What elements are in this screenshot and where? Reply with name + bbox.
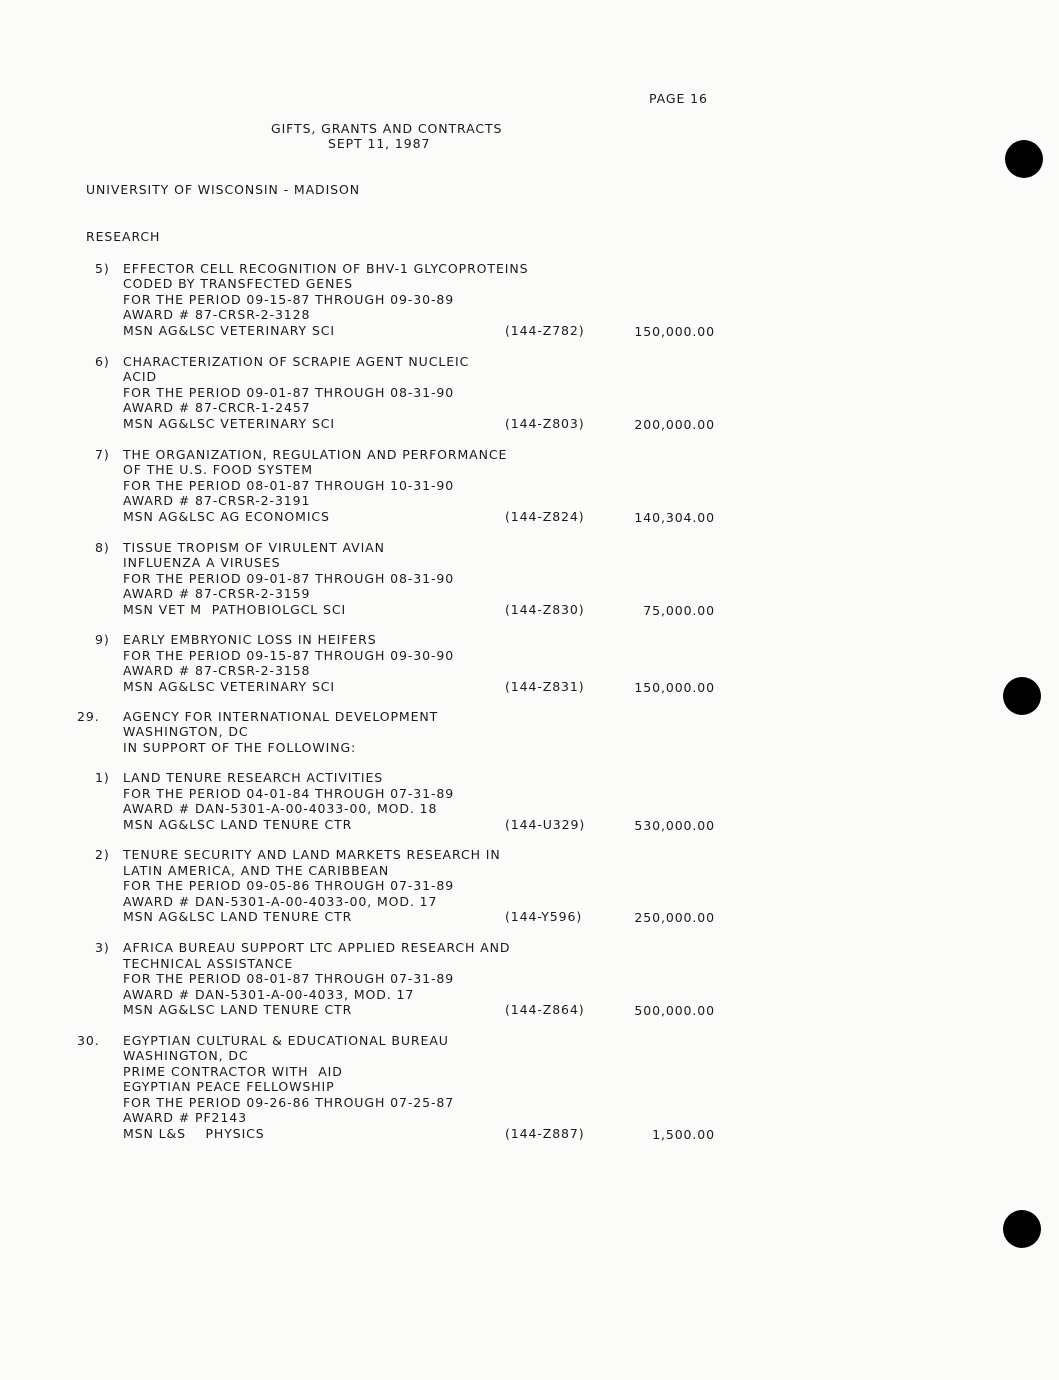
agency-line: IN SUPPORT OF THE FOLLOWING: xyxy=(123,740,357,755)
amount: 530,000.00 xyxy=(634,818,715,833)
agency-line: WASHINGTON, DC xyxy=(123,1048,249,1063)
entry-line: TENURE SECURITY AND LAND MARKETS RESEARCH IN xyxy=(123,847,501,862)
entry-line: AWARD # 87-CRSR-2-3159 xyxy=(123,586,311,601)
account-code: (144-U329) xyxy=(505,817,586,832)
entry-number: 1) xyxy=(95,770,110,785)
account-code: (144-Z831) xyxy=(505,679,585,694)
entry-line: FOR THE PERIOD 09-05-86 THROUGH 07-31-89 xyxy=(123,878,455,893)
agency-line: WASHINGTON, DC xyxy=(123,724,249,739)
entry-line: MSN AG&LSC VETERINARY SCI xyxy=(123,416,336,431)
entry-line: FOR THE PERIOD 09-01-87 THROUGH 08-31-90 xyxy=(123,571,455,586)
entry-line: CHARACTERIZATION OF SCRAPIE AGENT NUCLEIC xyxy=(123,354,470,369)
agency-number: 29. xyxy=(77,709,100,724)
entry-line: CODED BY TRANSFECTED GENES xyxy=(123,276,353,291)
entry-line: FOR THE PERIOD 09-01-87 THROUGH 08-31-90 xyxy=(123,385,455,400)
entry-line: AWARD # DAN-5301-A-00-4033, MOD. 17 xyxy=(123,987,415,1002)
entry-line: TECHNICAL ASSISTANCE xyxy=(123,956,294,971)
binder-hole-top xyxy=(1005,140,1043,178)
entry-line: FOR THE PERIOD 09-15-87 THROUGH 09-30-90 xyxy=(123,648,455,663)
entry-line: LATIN AMERICA, AND THE CARIBBEAN xyxy=(123,863,390,878)
entry-line: AWARD # 87-CRSR-2-3158 xyxy=(123,663,311,678)
entry-line: EARLY EMBRYONIC LOSS IN HEIFERS xyxy=(123,632,377,647)
agency-line: FOR THE PERIOD 09-26-86 THROUGH 07-25-87 xyxy=(123,1095,455,1110)
entry-line: FOR THE PERIOD 09-15-87 THROUGH 09-30-89 xyxy=(123,292,455,307)
institution-name: UNIVERSITY OF WISCONSIN - MADISON xyxy=(86,182,360,197)
account-code: (144-Z782) xyxy=(505,323,585,338)
amount: 150,000.00 xyxy=(634,324,715,339)
amount: 1,500.00 xyxy=(652,1127,715,1142)
agency-line: AWARD # PF2143 xyxy=(123,1110,247,1125)
entry-line: MSN AG&LSC VETERINARY SCI xyxy=(123,679,336,694)
entry-line: ACID xyxy=(123,369,157,384)
section-heading: RESEARCH xyxy=(86,229,161,244)
agency-line: PRIME CONTRACTOR WITH AID xyxy=(123,1064,343,1079)
entry-number: 6) xyxy=(95,354,110,369)
entry-line: INFLUENZA A VIRUSES xyxy=(123,555,281,570)
entry-number: 9) xyxy=(95,632,110,647)
agency-line: EGYPTIAN CULTURAL & EDUCATIONAL BUREAU xyxy=(123,1033,449,1048)
entry-line: MSN AG&LSC LAND TENURE CTR xyxy=(123,909,353,924)
entry-line: TISSUE TROPISM OF VIRULENT AVIAN xyxy=(123,540,385,555)
amount: 250,000.00 xyxy=(634,910,715,925)
entry-line: AWARD # 87-CRSR-2-3191 xyxy=(123,493,311,508)
document-date: SEPT 11, 1987 xyxy=(328,136,431,151)
entry-line: THE ORGANIZATION, REGULATION AND PERFORMANCE xyxy=(123,447,508,462)
account-code: (144-Z830) xyxy=(505,602,585,617)
entry-line: OF THE U.S. FOOD SYSTEM xyxy=(123,462,313,477)
amount: 140,304.00 xyxy=(634,510,715,525)
entry-number: 7) xyxy=(95,447,110,462)
entry-line: AWARD # 87-CRSR-2-3128 xyxy=(123,307,311,322)
entry-line: AWARD # DAN-5301-A-00-4033-00, MOD. 17 xyxy=(123,894,438,909)
entry-line: FOR THE PERIOD 04-01-84 THROUGH 07-31-89 xyxy=(123,786,455,801)
amount: 500,000.00 xyxy=(634,1003,715,1018)
page-number: PAGE 16 xyxy=(649,91,708,106)
entry-line: LAND TENURE RESEARCH ACTIVITIES xyxy=(123,770,384,785)
entry-line: MSN VET M PATHOBIOLGCL SCI xyxy=(123,602,347,617)
binder-hole-middle xyxy=(1003,677,1041,715)
entry-line: AWARD # DAN-5301-A-00-4033-00, MOD. 18 xyxy=(123,801,438,816)
account-code: (144-Y596) xyxy=(505,909,583,924)
agency-number: 30. xyxy=(77,1033,100,1048)
entry-line: MSN AG&LSC LAND TENURE CTR xyxy=(123,1002,353,1017)
entry-line: EFFECTOR CELL RECOGNITION OF BHV-1 GLYCOPROTEINS xyxy=(123,261,529,276)
amount: 150,000.00 xyxy=(634,680,715,695)
entry-line: FOR THE PERIOD 08-01-87 THROUGH 07-31-89 xyxy=(123,971,455,986)
account-code: (144-Z803) xyxy=(505,416,585,431)
entry-number: 2) xyxy=(95,847,110,862)
agency-line: AGENCY FOR INTERNATIONAL DEVELOPMENT xyxy=(123,709,439,724)
entry-line: MSN AG&LSC AG ECONOMICS xyxy=(123,509,330,524)
entry-line: MSN AG&LSC VETERINARY SCI xyxy=(123,323,336,338)
account-code: (144-Z824) xyxy=(505,509,585,524)
account-code: (144-Z864) xyxy=(505,1002,585,1017)
entry-number: 5) xyxy=(95,261,110,276)
account-code: (144-Z887) xyxy=(505,1126,585,1141)
binder-hole-bottom xyxy=(1003,1210,1041,1248)
entry-line: AWARD # 87-CRCR-1-2457 xyxy=(123,400,311,415)
amount: 200,000.00 xyxy=(634,417,715,432)
agency-line: MSN L&S PHYSICS xyxy=(123,1126,265,1141)
entry-number: 3) xyxy=(95,940,110,955)
entry-number: 8) xyxy=(95,540,110,555)
amount: 75,000.00 xyxy=(643,603,715,618)
entry-line: MSN AG&LSC LAND TENURE CTR xyxy=(123,817,353,832)
document-title: GIFTS, GRANTS AND CONTRACTS xyxy=(271,121,503,136)
entry-line: FOR THE PERIOD 08-01-87 THROUGH 10-31-90 xyxy=(123,478,455,493)
agency-line: EGYPTIAN PEACE FELLOWSHIP xyxy=(123,1079,335,1094)
entry-line: AFRICA BUREAU SUPPORT LTC APPLIED RESEARCH AND xyxy=(123,940,511,955)
